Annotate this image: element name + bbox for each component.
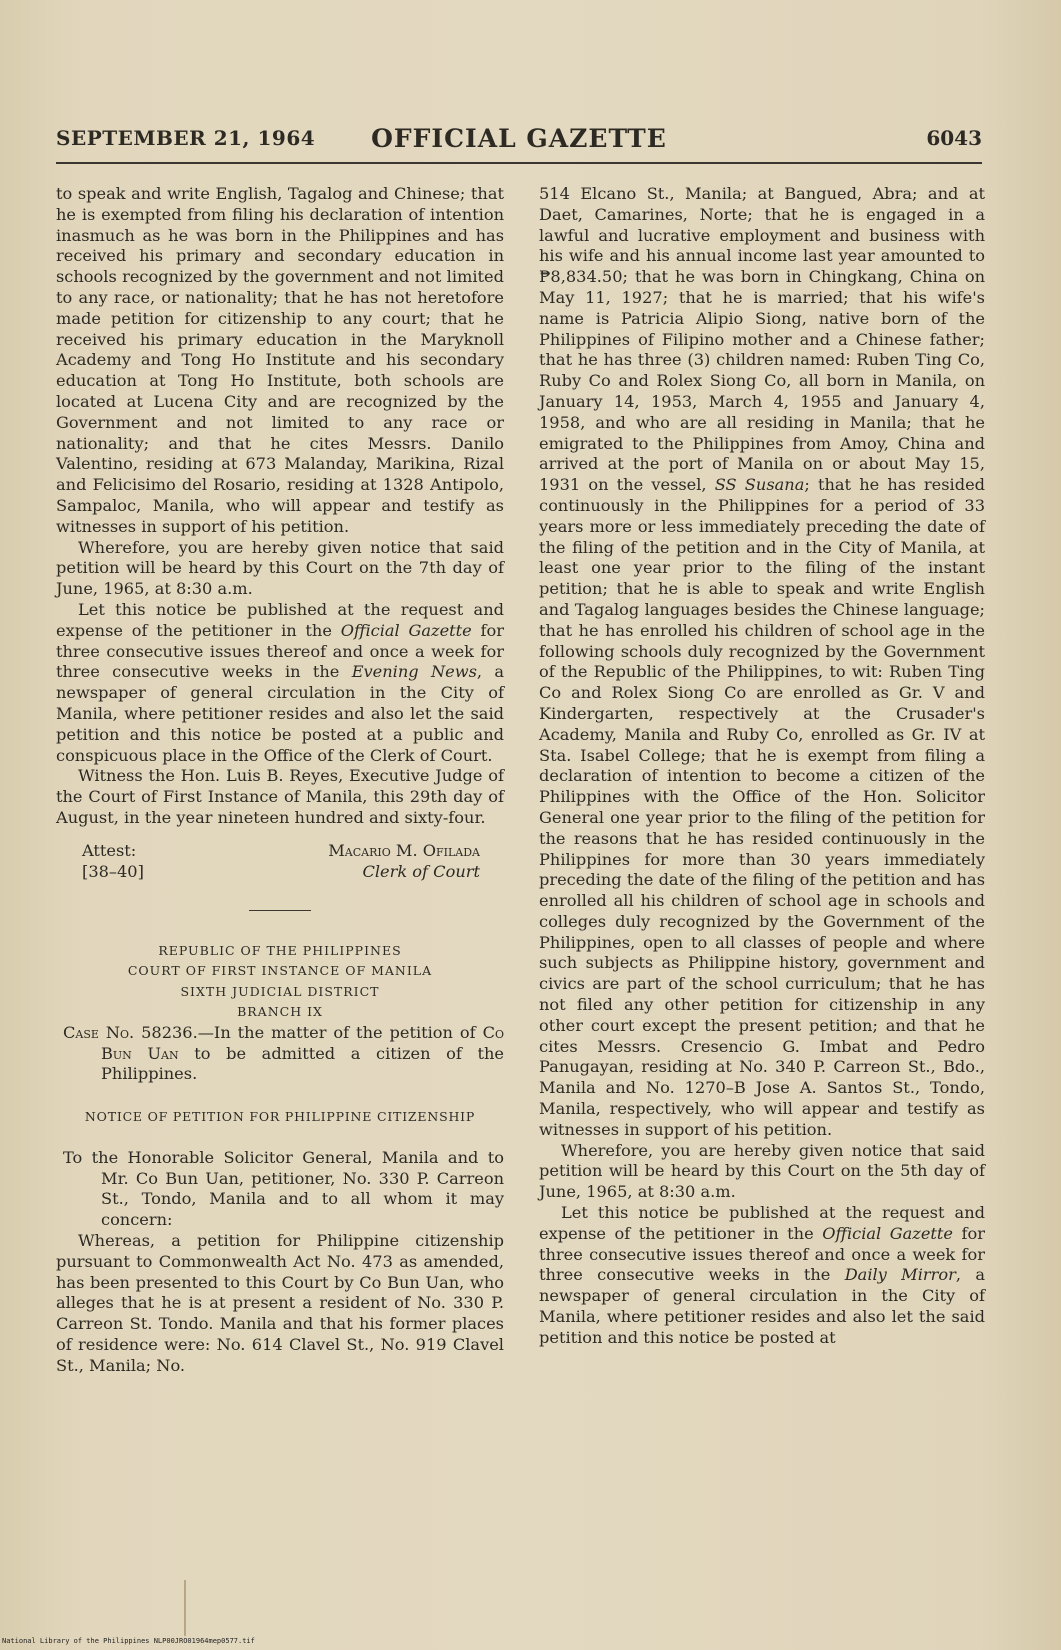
- publication-title: OFFICIAL GAZETTE: [371, 124, 667, 153]
- issue-reference: [38–40]: [82, 861, 144, 881]
- paragraph: Let this notice be published at the request and expense of the petitioner in the Official Gazette for three consecutive issues thereof and once a week for three consecutive weeks in the Evening News, a newspaper of general circulation in the City of Manila, where petitioner resides and also let the said petition and this notice be posted at a public and conspicuous place in the Office of the Clerk of Court.: [56, 599, 505, 765]
- paragraph: Wherefore, you are hereby given notice that said petition will be heard by this Court on the 7th day of June, 1965, at 8:30 a.m.: [56, 537, 504, 599]
- paragraph: Witness the Hon. Luis B. Reyes, Executive Judge of the Court of First Instance of Manila, this 29th day of August, in the year nineteen hundred and sixty-four.: [56, 766, 504, 827]
- paragraph: 514 Elcano St., Manila; at Bangued, Abra; and at Daet, Camarines, Norte; that he is engaged in a lawful and lucrative employment and business with his wife and his annual income last year amounted to ₱8,834.50; that he was born in Chingkang, China on May 11, 1927; that he is married; that his wife's name is Patricia Alipio Siong, native born of the Philippines of Filipino mother and a Chinese father; that he has three (3) children named: Ruben Ting Co, Ruby Co and Rolex Siong Co, all born in Manila, on January 14, 1953, March 4, 1955 and January 4, 1958, and who are all residing in Manila; that he emigrated to the Philippines from Amoy, China and arrived at the port of Manila on or about May 15, 1931 on the vessel, SS Susana; that he has resided continuously in the Philippines for a period of 33 years more or less immediately preceding the date of the filing of the petition and in the City of Manila, at least one year prior to the filing of the instant petition; that he is able to speak and write English and Tagalog languages besides the Chinese language; that he has enrolled his children of school age in the following schools duly recognized by the Government of the Republic of the Philippines, to wit: Ruben Ting Co and Rolex Siong Co are enrolled as Gr. V and Kindergarten, respectively at the Crusader's Academy, Manila and Ruby Co, enrolled as Gr. IV at Sta. Isabel College; that he is exempt from filing a declaration of intention to become a citizen of the Philippines with the Office of the Hon. Solicitor General one year prior to the filing of the petition for the reasons that he has resided continuously in the Philippines for more than 30 years immediately preceding the date of the filing of the petition and has enrolled all his children of school age in schools and colleges duly recognized by the Government of the Philippines, open to all classes of people and where such subjects as Philippine history, government and civics are part of the school curriculum; that he has not filed any other petition for citizenship in any other court except the present petition; and that he cites Messrs. Cresencio G. Imbat and Pedro Panugayan, residing at No. 340 P. Carreon St., Bdo., Manila and No. 1270–B Jose A. Santos St., Tondo, Manila, respectively, who will appear and testify as witnesses in support of his petition.: [539, 184, 986, 1139]
- attest-label: Attest:: [82, 840, 137, 860]
- court-line: REPUBLIC OF THE PHILIPPINES: [158, 942, 402, 958]
- court-line: BRANCH IX: [237, 1004, 323, 1020]
- paragraph: Wherefore, you are hereby given notice that said petition will be heard by this Court on the 5th day of June, 1965, at 8:30 a.m.: [539, 1140, 985, 1202]
- court-line: COURT OF FIRST INSTANCE OF MANILA: [127, 963, 433, 979]
- attestation: [56, 841, 504, 862]
- case-title: Case No. 58236.—In the matter of the petition of Co Bun Uan to be admitted a citizen of the Philippines.: [63, 1022, 504, 1084]
- binding-mark: [184, 1580, 186, 1636]
- clerk-name: Macario M. Ofilada: [328, 840, 480, 860]
- scan-footer: National Library of the Philippines NLP00JRO01964mep0577.tif: [2, 1637, 255, 1645]
- notice-heading: NOTICE OF PETITION FOR PHILIPPINE CITIZENSHIP: [84, 1109, 476, 1125]
- header-rule: [56, 162, 982, 164]
- section-divider: [249, 910, 311, 911]
- court-heading: [56, 941, 504, 1023]
- paragraph: Whereas, a petition for Philippine citizenship pursuant to Commonwealth Act No. 473 as amended, has been presented to this Court by Co Bun Uan, who alleges that he is at present a resident of No. 330 P. Carreon St. Tondo. Manila and that his former places of residence were: No. 614 Clavel St., No. 919 Clavel St., Manila; No.: [56, 1231, 504, 1375]
- right-column: [539, 184, 985, 1349]
- page-header: [56, 124, 982, 164]
- paragraph: Let this notice be published at the request and expense of the petitioner in the Official Gazette for three consecutive issues thereof and once a week for three consecutive weeks in the Daily Mirror, a newspaper of general circulation in the City of Manila, where petitioner resides and also let the said petition and this notice be posted at: [539, 1203, 986, 1347]
- clerk-title: Clerk of Court: [362, 861, 480, 881]
- issue-date: SEPTEMBER 21, 1964: [56, 126, 316, 150]
- paragraph: to speak and write English, Tagalog and Chinese; that he is exempted from filing his declaration of intention inasmuch as he was born in the Philippines and has received his primary and secondary education in schools recognized by the government and not limited to any race, or nationality; that he has not heretofore made petition for citizenship to any court; that he received his primary education in the Maryknoll Academy and Tong Ho Institute and his secondary education at Tong Ho Institute, both schools are located at Lucena City and are recognized by the Government and not limited to any race or nationality; and that he cites Messrs. Danilo Valentino, residing at 673 Malanday, Marikina, Rizal and Felicisimo del Rosario, residing at 1328 Antipolo, Sampaloc, Manila, who will appear and testify as witnesses in support of his petition.: [56, 184, 504, 536]
- court-line: SIXTH JUDICIAL DISTRICT: [180, 983, 380, 999]
- page-number: 6043: [926, 126, 982, 150]
- addressee: To the Honorable Solicitor General, Manila and to Mr. Co Bun Uan, petitioner, No. 330 P. Carreon St., Tondo, Manila and to all whom it may concern:: [63, 1147, 504, 1230]
- left-column: [56, 184, 504, 1377]
- attestation-line-2: [56, 862, 504, 883]
